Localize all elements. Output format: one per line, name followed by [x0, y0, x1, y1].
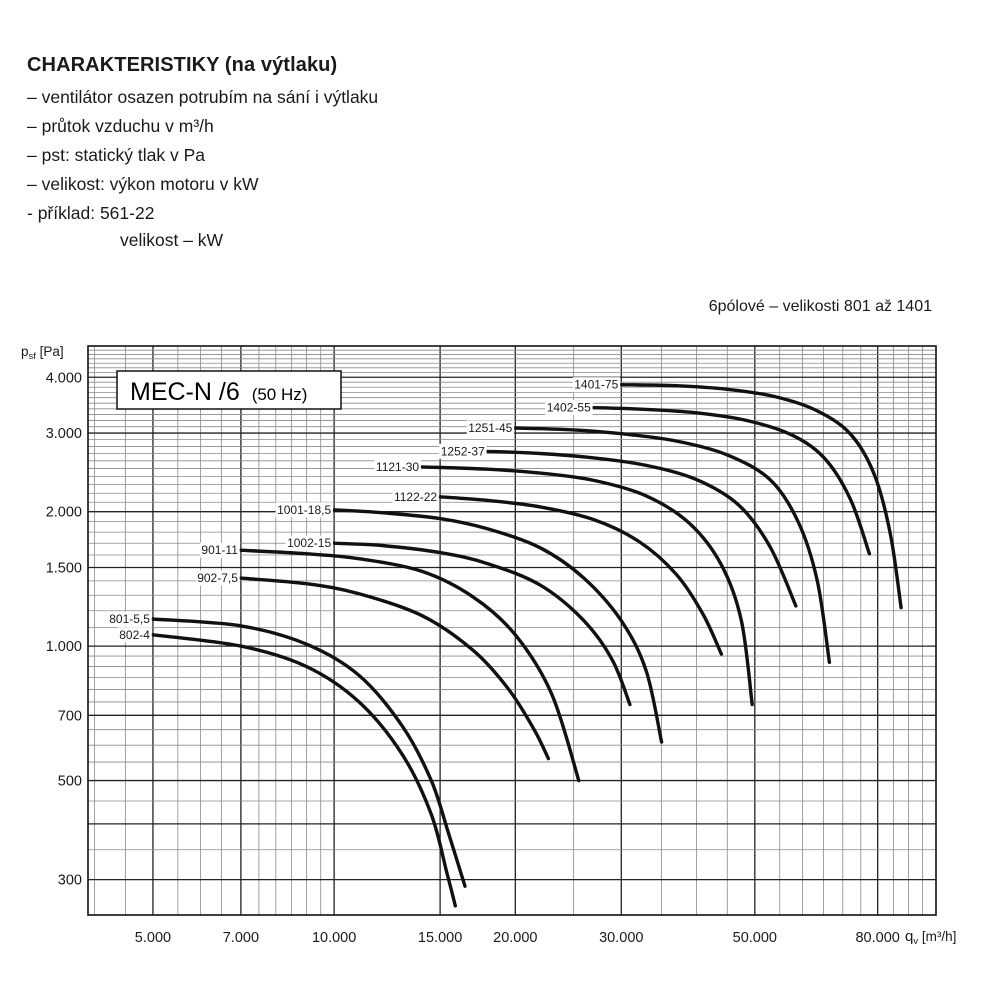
x-tick-label: 15.000 — [417, 930, 463, 946]
series-label: 1402-55 — [546, 400, 591, 415]
info-line: - příklad: 561-22 — [27, 203, 155, 223]
series-curve — [241, 578, 549, 759]
chart-title: MEC-N /6 — [130, 378, 240, 406]
y-tick-label: 1.500 — [45, 560, 82, 577]
series-curve — [621, 385, 901, 608]
chart-curves — [153, 385, 901, 906]
series-label: 1122-22 — [393, 489, 438, 504]
series-label: 1001-18,5 — [277, 502, 332, 517]
y-tick-label: 4.000 — [45, 370, 82, 387]
info-line: – průtok vzduchu v m³/h — [27, 116, 214, 136]
series-curve — [153, 635, 455, 906]
series-label: 901-11 — [201, 543, 238, 558]
info-line: – pst: statický tlak v Pa — [27, 145, 205, 165]
series-label: 1121-30 — [375, 459, 420, 474]
x-tick-label: 7.000 — [222, 930, 260, 946]
y-axis-label-main: p — [21, 344, 29, 359]
x-tick-label: 5.000 — [134, 930, 172, 946]
y-tick-label: 3.000 — [45, 426, 82, 443]
series-label: 1002-15 — [287, 536, 332, 551]
x-tick-label: 50.000 — [732, 930, 777, 946]
y-tick-label: 300 — [57, 872, 82, 889]
y-tick-label: 500 — [57, 773, 82, 790]
series-label: 1252-37 — [440, 444, 485, 459]
y-axis-label-sub: sf — [28, 351, 36, 362]
y-tick-label: 1.000 — [45, 639, 82, 656]
series-curve — [153, 619, 465, 886]
chart-title-box — [117, 371, 341, 409]
x-tick-label: 80.000 — [855, 930, 900, 946]
y-tick-label: 2.000 — [45, 504, 82, 521]
x-axis-label-main: q — [905, 928, 914, 945]
x-axis-label-unit: [m³/h] — [918, 929, 957, 944]
chart-title-suffix: (50 Hz) — [251, 385, 308, 404]
info-title: CHARAKTERISTIKY (na výtlaku) — [27, 54, 338, 76]
info-line: – velikost: výkon motoru v kW — [27, 174, 259, 194]
x-tick-label: 10.000 — [311, 930, 357, 946]
series-label: 1251-45 — [468, 420, 513, 435]
x-axis-label — [905, 928, 956, 947]
x-tick-label: 20.000 — [493, 930, 538, 946]
y-axis-label — [21, 344, 64, 362]
series-label: 1401-75 — [574, 377, 619, 392]
x-tick-label: 30.000 — [599, 930, 644, 946]
series-label: 801-5,5 — [109, 612, 150, 627]
y-tick-label: 700 — [57, 708, 82, 725]
chart-subtitle: 6pólové – velikosti 801 až 1401 — [708, 298, 932, 315]
y-axis-label-unit: [Pa] — [35, 344, 64, 359]
series-label: 802-4 — [119, 627, 150, 642]
series-label: 902-7,5 — [197, 571, 238, 586]
x-axis-label-sub: v — [913, 936, 919, 947]
info-example-sub: velikost – kW — [120, 230, 224, 250]
info-line: – ventilátor osazen potrubím na sání i výtlaku — [27, 87, 379, 107]
series-curve — [515, 428, 829, 662]
